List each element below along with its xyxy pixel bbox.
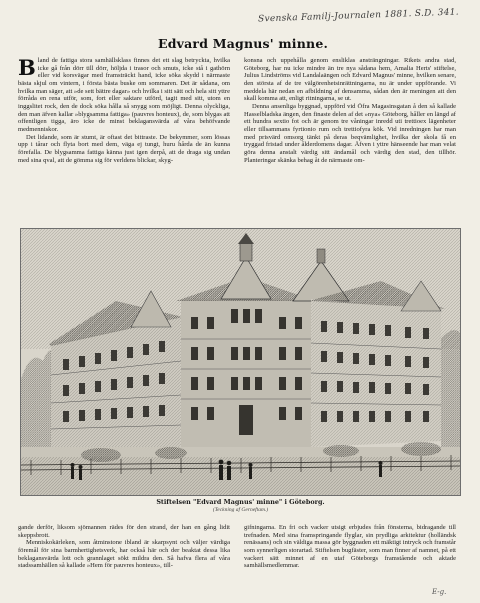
paragraph: konsna och uppehålla genom ensliklas ansträngningar. Rikets andra stad, Göteborg, har nu icke mindre än tre nya sådana hem, Amalia Herts' stiftelse, Julius Lindströms vid Landalaängen och Edvard Magnus' minne, hvilken senare, den största af de tre välgörenhetsinrättningarna, nu är under uppförande. Vi meddela här nedan en afbildning af densamma, sådan den är meningen att den skall komma att, enligt ritningarna, se ut. [244,57,456,103]
article-top-left-column [18,57,230,164]
paragraph-text: land de fattiga stora samhällsklass finnes det ett slag betryckta, hvilka icke gå från dörr till dörr, höljda i trasor och smuts, icke stå i gathörn eller vid korsvägar med framsträckt hand, icke söka skydd i närmaste bästa skjul om vintern, i första bästa buske om sommaren. Det är sådana, om hvilka man säger, att »de sett bättre dagar» och hvilka i sitt sätt och hela sitt yttre förråda en rena utför, som, fort eller saktare utförd, tagit med sitt, utom en inggslitet rock, den de dock söka hålla så snygg som möjligt. Denna olyckliga, den man äfven kallar »blygsamma fattiga» (pauvres honteux), de, som blygas att offentligen tigga, äro icke de minst beklagansvärda af våra behöfvande medmenniskor. [18,57,230,133]
handwritten-note: Svenska Familj-Journalen 1881. S.D. 341. [257,7,460,25]
article-top [18,57,460,225]
article-bottom [18,524,460,594]
paragraph: gande derför, liksom sjömannen rädes för den strand, der han en gång lidit skeppsbrott. [18,524,230,539]
article-top-right-column [244,57,456,164]
article-title: Edvard Magnus' minne. [158,36,329,51]
title-bar [18,36,458,52]
article-bottom-right-column [244,524,456,594]
paragraph: gifningarna. En fri och vacker utsigt erbjudes från fönsterna, bidragande till trefnaden. Med sina framspringande flyglar, sin prydliga arkitektur (holländsk renässans) och sin väldiga massa gör byggnaden ett mäktigt intryck och framstår som synnerligen storartad. Stiftelsen bugfäster, som man finner af namnet, på ett vackert sätt minnet af en utaf Göteborgs framstående och aktade samhällsmedlemmar. [244,524,456,570]
paragraph: Denna ansenliga byggnad, uppförd vid Öfra Magasinsgatan å den så kallade Hasselbladska ängen, den finaste delen af det »nya» Göteborg, håller en längd af ett hundra sextio fot och är genom tre våningar inredd uti trettioex lägenheter eller tillsammans fyrtionio rum och trettiofyra kök. Vid inredningen har man med prisvärd omsorg tänkt på deras beqvämlighet, hvilka der skola få en tryggad fristad under ålderdomens dagar. Äfven i yttre hänseende har man velat göra denna anstalt värdig sitt ändamål och värdig den stad, den tillhör. Planteringar skänka behag åt de närmaste om- [244,102,456,164]
page-mark: E-g. [432,588,447,596]
article-bottom-left-column [18,524,230,594]
paragraph: Det lidande, som är stumt, är oftast det bittraste. De bekymmer, som lössas upp i tårar och flyta bort med dem, väga ej tungt, huru hårda de än kunna förefalla. De blygsamma fattiga känna just igen derpå, att de draga sig undan med sina qval, att de gömma sig för verldens blickar, skyg- [18,133,230,164]
drop-cap: B [18,55,36,80]
illustration-credit: (Teckning af Gerneftam.) [212,507,269,513]
building-engraving [20,228,461,496]
paragraph: Menniskokärleken, som åtminstone ibland är skarpsynt och väljer värdiga föremål för sina barmhertighetsverk, har också här och der beaktat dessa lika beklagansvärda lott och grannlaget sökt mildra den. Så hafva flera af våra stadssamhällen så kallade »Hem för pauvres honteux», till- [18,539,230,570]
illustration-caption: Stiftelsen "Edvard Magnus' minne" i Göteborg. [156,498,325,506]
paragraph [18,57,230,134]
building-engraving-svg [21,229,460,495]
